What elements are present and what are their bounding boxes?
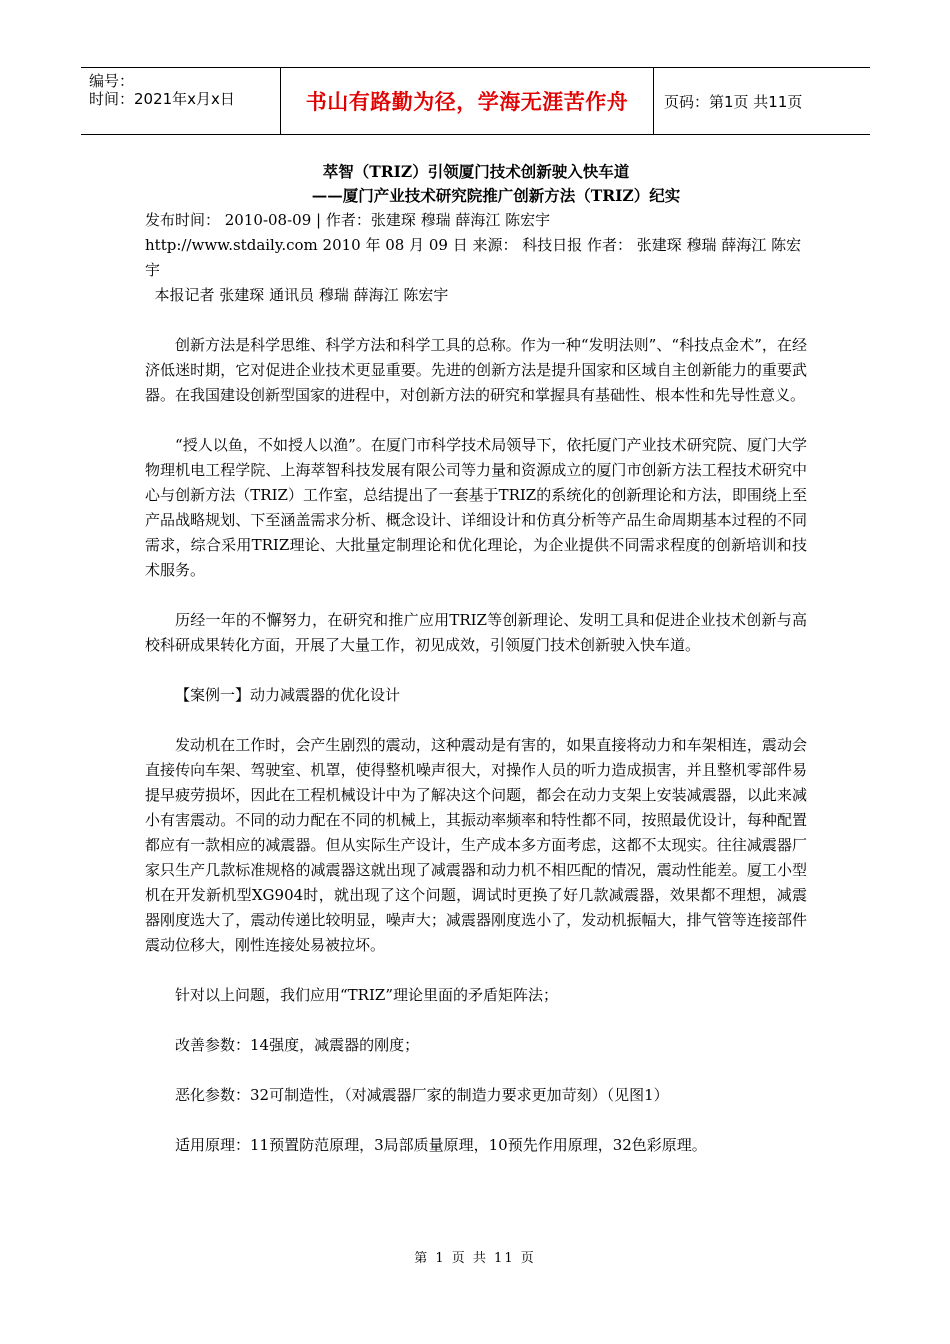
paragraph-2: “授人以鱼，不如授人以渔”。在厦门市科学技术局领导下，依托厦门产业技术研究院、厦门大学物理机电工程学院、上海萃智科技发展有限公司等力量和资源成立的厦门市创新方法工程技术研究中心与创新方法（TRIZ）工作室，总结提出了一套基于TRIZ的系统化的创新理论和方法，即围绕上至产品战略规划、下至涵盖需求分析、概念设计、详细设计和仿真分析等产品生命周期基本过程的不同需求，综合采用TRIZ理论、大批量定制理论和优化理论，为企业提供不同需求程度的创新培训和技术服务。 <box>145 436 807 579</box>
date-label: 时间：2021年x月x日 <box>89 90 235 108</box>
source-meta: http://www.stdaily.com 2010 年 08 月 09 日 来源： 科技日报 作者： 张建琛 穆瑞 薛海江 陈宏宇 <box>145 236 802 279</box>
article-title: 萃智（TRIZ）引领厦门技术创新驶入快车道 <box>322 162 630 181</box>
header-page-info: 页码：第1页 共11页 <box>664 92 803 111</box>
paragraph-5: 针对以上问题，我们应用“TRIZ”理论里面的矛盾矩阵法； <box>175 986 558 1004</box>
paragraph-4: 发动机在工作时，会产生剧烈的震动，这种震动是有害的，如果直接将动力和车架相连，震动会直接传向车架、驾驶室、机罩，使得整机噪声很大，对操作人员的听力造成损害，并且整机零部件易提早疲劳损坏，因此在工程机械设计中为了解决这个问题，都会在动力支架上安装减震器，以此来减小有害震动。不同的动力配在不同的机械上，其振动率频率和特性都不同，按照最优设计，每种配置都应有一款相应的减震器。但从实际生产设计，生产成本多方面考虑，这都不太现实。往往减震器厂家只生产几款标准规格的减震器这就出现了减震器和动力机不相匹配的情况，震动性能差。厦工小型机在开发新机型XG904时，就出现了这个问题，调试时更换了好几款减震器，效果都不理想，减震器刚度选大了，震动传递比较明显，噪声大；减震器刚度选小了，发动机振幅大，排气管等连接部件震动位移大，刚性连接处易被拉坏。 <box>145 736 807 954</box>
publish-meta: 发布时间： 2010-08-09 | 作者：张建琛 穆瑞 薛海江 陈宏宇 <box>145 211 551 229</box>
reporter-line: 本报记者 张建琛 通讯员 穆瑞 薛海江 陈宏宇 <box>145 286 449 304</box>
header-left-cell <box>81 68 281 134</box>
article-body <box>145 160 807 1158</box>
motto: 书山有路勤为径，学海无涯苦作舟 <box>281 68 654 134</box>
paragraph-7: 恶化参数：32可制造性，（对减震器厂家的制造力要求更加苛刻）（见图1） <box>175 1086 669 1104</box>
article-subtitle: ——厦门产业技术研究院推广创新方法（TRIZ）纪实 <box>311 186 681 205</box>
paragraph-3: 历经一年的不懈努力，在研究和推广应用TRIZ等创新理论、发明工具和促进企业技术创新与高校科研成果转化方面，开展了大量工作，初见成效，引领厦门技术创新驶入快车道。 <box>145 611 807 654</box>
paragraph-8: 适用原理：11预置防范原理，3局部质量原理，10预先作用原理，32色彩原理。 <box>175 1136 707 1154</box>
page-footer: 第 1 页 共 11 页 <box>414 1251 536 1266</box>
case-heading: 【案例一】动力减震器的优化设计 <box>175 686 401 704</box>
paragraph-1: 创新方法是科学思维、科学方法和科学工具的总称。作为一种“发明法则”、“科技点金术”，在经济低迷时期，它对促进企业技术更显重要。先进的创新方法是提升国家和区域自主创新能力的重要武器。在我国建设创新型国家的进程中，对创新方法的研究和掌握具有基础性、根本性和先导性意义。 <box>145 336 807 404</box>
number-label: 编号： <box>89 72 135 90</box>
document-header <box>81 67 870 135</box>
paragraph-6: 改善参数：14强度，减震器的刚度； <box>175 1036 420 1054</box>
